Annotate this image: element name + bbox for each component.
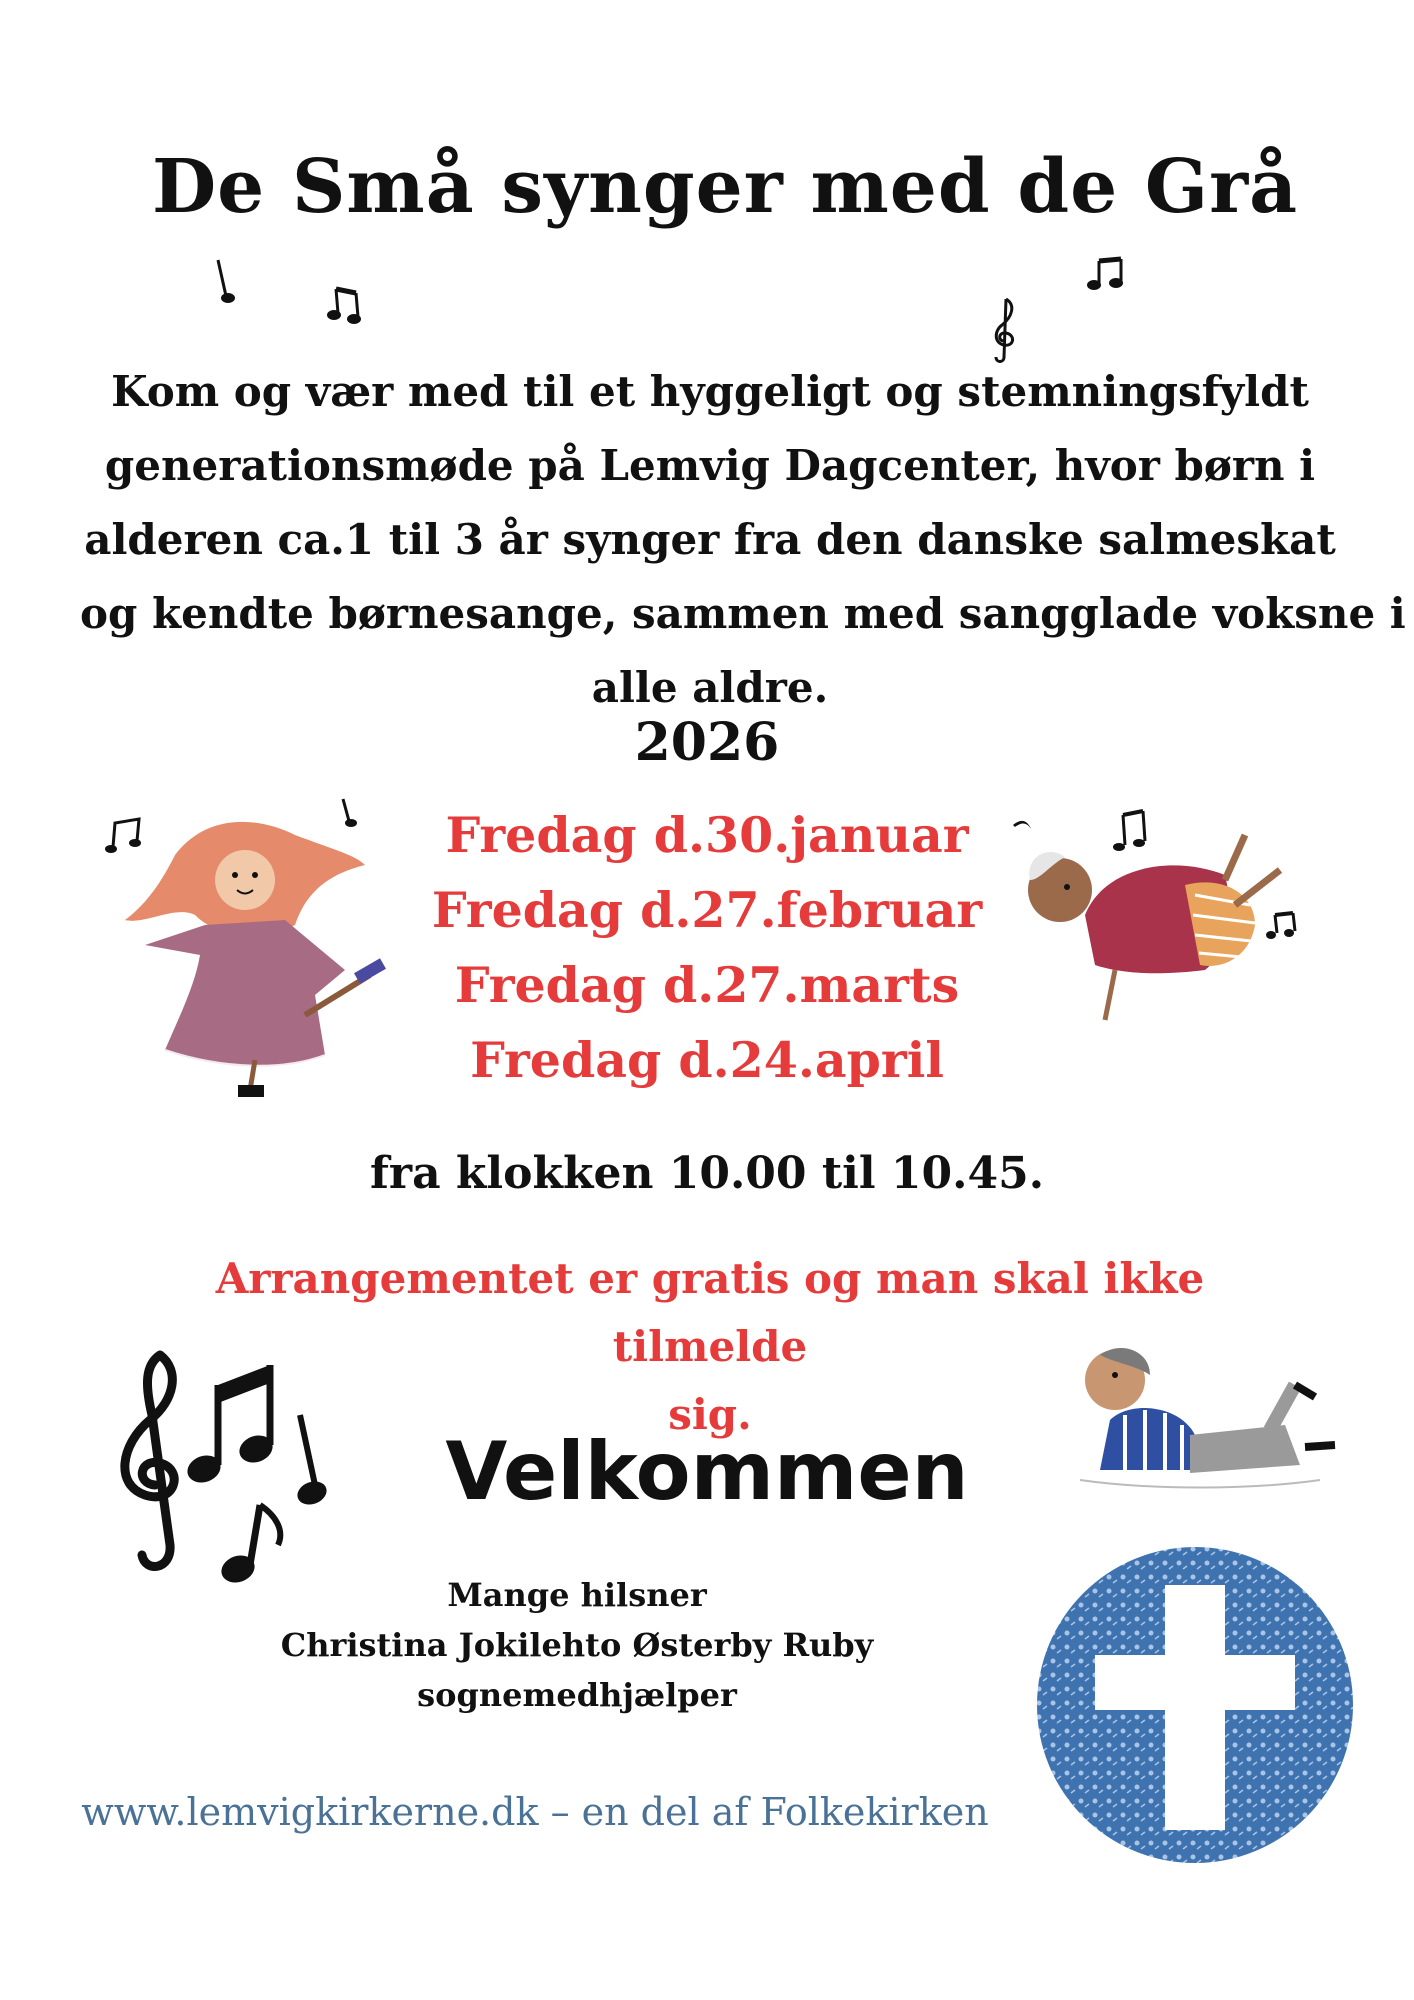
dancing-girl-illustration bbox=[105, 795, 395, 1100]
date-item: Fredag d.24.april bbox=[470, 1031, 944, 1089]
intro-line: alderen ca.1 til 3 år synger fra den danske salmeskat bbox=[84, 515, 1336, 564]
intro-line: og kendte børnesange, sammen med sangglade voksne i bbox=[80, 589, 1406, 638]
lying-child-illustration bbox=[1070, 1335, 1340, 1500]
date-item: Fredag d.30.januar bbox=[445, 806, 969, 864]
year-heading: 2026 bbox=[634, 712, 780, 773]
greeting-role: sognemedhjælper bbox=[417, 1676, 737, 1714]
greeting-line: Mange hilsner bbox=[447, 1576, 707, 1614]
music-notes-icon bbox=[100, 1345, 345, 1590]
date-item: Fredag d.27.februar bbox=[431, 881, 983, 939]
date-list bbox=[407, 798, 1007, 1098]
poster-title: De Små synger med de Grå bbox=[151, 144, 1299, 230]
greeting-block bbox=[257, 1570, 897, 1720]
free-line: sig. bbox=[668, 1390, 752, 1439]
intro-line: alle aldre. bbox=[591, 663, 829, 712]
intro-line: generationsmøde på Lemvig Dagcenter, hvor børn i bbox=[104, 441, 1316, 490]
footer-url-link[interactable]: www.lemvigkirkerne.dk – en del af Folkekirken bbox=[81, 1790, 989, 1834]
time-info: fra klokken 10.00 til 10.45. bbox=[369, 1148, 1045, 1199]
intro-paragraph bbox=[80, 355, 1406, 725]
music-note-icon bbox=[326, 283, 370, 327]
intro-line: Kom og vær med til et hyggeligt og stemningsfyldt bbox=[111, 367, 1309, 416]
date-item: Fredag d.27.marts bbox=[454, 956, 960, 1014]
free-line: Arrangementet er gratis og man skal ikke tilmelde bbox=[215, 1254, 1205, 1371]
music-note-icon bbox=[212, 258, 242, 308]
cross-logo-icon bbox=[1035, 1545, 1355, 1865]
music-note-icon bbox=[1085, 255, 1131, 295]
flying-boy-illustration bbox=[1005, 795, 1305, 1055]
greeting-name: Christina Jokilehto Østerby Ruby bbox=[280, 1626, 874, 1664]
welcome-heading: Velkommen bbox=[445, 1425, 969, 1518]
